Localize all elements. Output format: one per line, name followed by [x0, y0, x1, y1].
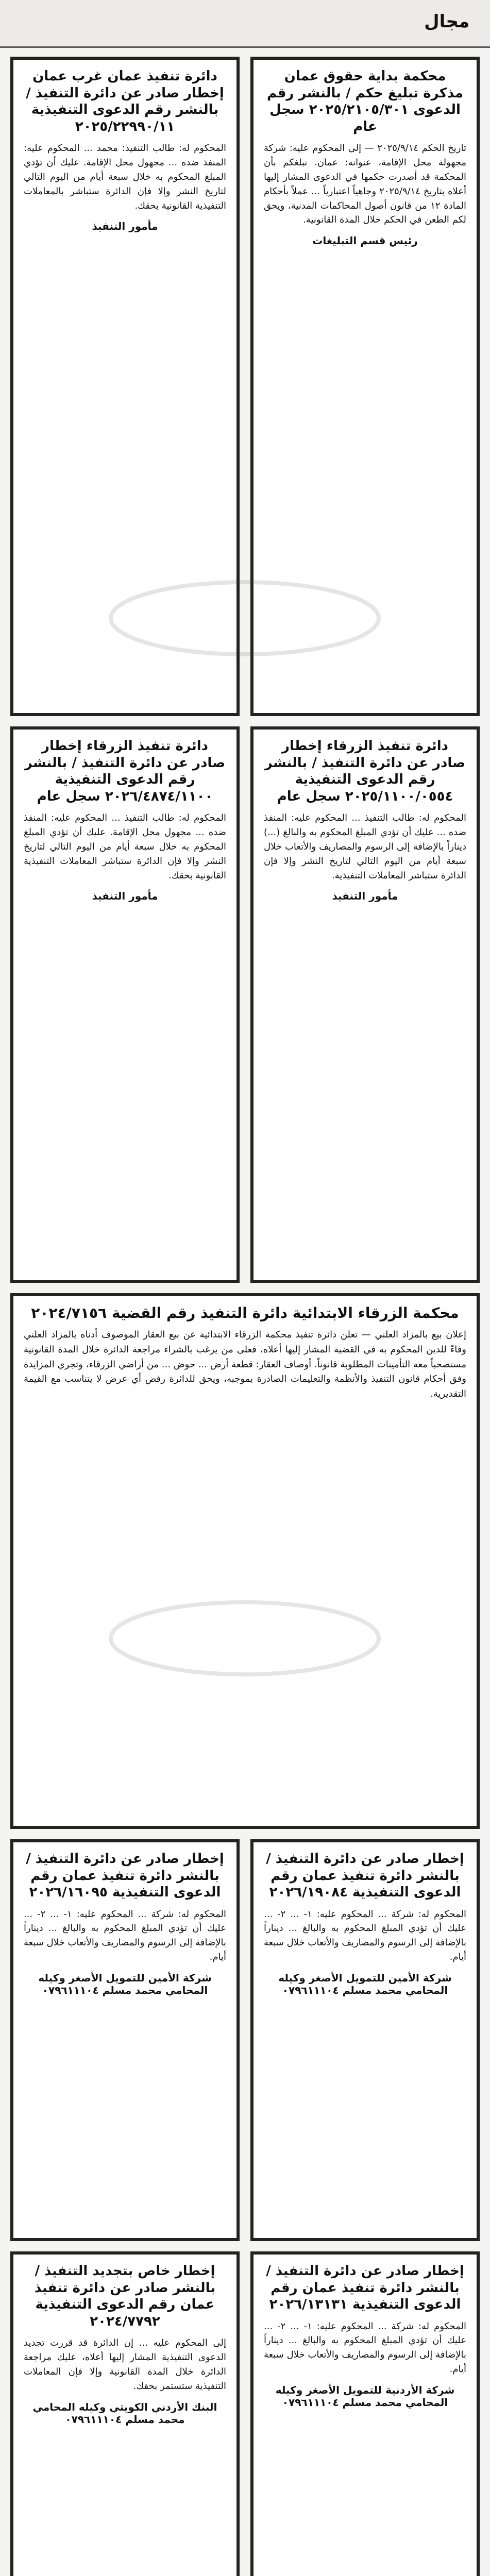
- notice-signature: شركة الأمين للتمويل الأصغر وكيله المحامي محمد مسلم ٠٧٩٦١١١٠٤: [278, 1972, 452, 1997]
- notice-renewal-execution: [10, 2251, 240, 2576]
- notice-body: المحكوم له: طالب التنفيذ ... المحكوم عليه: المنفذ ضده ... عليك أن تؤدي المبلغ المحكوم به والبالغ (...) ديناراً بالإضافة إلى الرسوم والمصاريف والأتعاب خلال سبعة أيام من اليوم التالي لتاريخ النشر وإلا فإن الدائرة ستباشر المعاملات التنفيذية.: [264, 812, 466, 881]
- notice-signature: البنك الأردني الكويتي وكيله المحامي محمد مسلم ٠٧٩٦١١١٠٤: [32, 2400, 217, 2426]
- notice-title: إخطار صادر عن دائرة التنفيذ / بالنشر دائرة تنفيذ عمان رقم الدعوى التنفيذية ٢٠٢٦/١٣١٣١: [266, 2263, 464, 2312]
- notice-signature: مأمور التنفيذ: [332, 890, 398, 903]
- notice-signature: شركة الأمين للتمويل الأصغر وكيله المحامي محمد مسلم ٠٧٩٦١١١٠٤: [38, 1972, 212, 1997]
- notice-body: المحكوم له: شركة ... المحكوم عليه: ١- ... ٢- ... عليك أن تؤدي المبلغ المحكوم به والبالغ ... ديناراً بالإضافة إلى الرسوم والمصاريف والأتعاب خلال سبعة أيام.: [264, 2320, 466, 2375]
- notice-signature: رئيس قسم التبليغات: [312, 234, 418, 247]
- notice-title: إخطار صادر عن دائرة التنفيذ / بالنشر دائرة تنفيذ عمان رقم الدعوى التنفيذية ٢٠٢٦/١٩٠٨٤: [266, 1851, 464, 1900]
- notice-body: إلى المحكوم عليه ... إن الدائرة قد قررت تجديد الدعوى التنفيذية المشار إليها أعلاه، عليك مراجعة الدائرة خلال المدة القانونية وإلا فإن المعاملات التنفيذية ستستمر بحقك.: [24, 2337, 226, 2392]
- notice-title: إخطار صادر عن دائرة التنفيذ / بالنشر دائرة تنفيذ عمان رقم الدعوى التنفيذية ٢٠٢٦/١٦٠٩٥: [26, 1851, 224, 1900]
- watermark-seal: [103, 1597, 386, 1680]
- notice-body: المحكوم له: شركة ... المحكوم عليه: ١- ... ٢- ... عليك أن تؤدي المبلغ المحكوم به والبالغ ... ديناراً بالإضافة إلى الرسوم والمصاريف والأتعاب خلال سبعة أيام.: [24, 1908, 226, 1963]
- notice-title: إخطار خاص بتجديد التنفيذ / بالنشر صادر عن دائرة تنفيذ عمان رقم الدعوى التنفيذية ٢٠٢٤/٧٧٩٢: [34, 2263, 216, 2329]
- notice-body: المحكوم له: طالب التنفيذ: محمد ... المحكوم عليه: المنفذ ضده ... مجهول محل الإقامة. عليك أن تؤدي المبلغ المحكوم به خلال سبعة أيام من اليوم التالي لتاريخ النشر وإلا فإن الدائرة ستباشر بالمعاملات التنفيذية القانونية بحقك.: [24, 143, 226, 211]
- notice-zarqa-auction: [10, 1293, 480, 1829]
- notice-title: محكمة بداية حقوق عمان مذكرة تبليغ حكم / بالنشر رقم الدعوى ٢٠٢٥/٢١٠٥/٣٠١ سجل عام: [266, 69, 464, 134]
- watermark-seal: [103, 577, 386, 659]
- notice-signature: مأمور التنفيذ: [92, 890, 158, 903]
- notice-execution-zarqa-2: [10, 726, 240, 1283]
- notice-title: دائرة تنفيذ الزرقاء إخطار صادر عن دائرة التنفيذ / بالنشر رقم الدعوى التنفيذية ٢٠٢٦/٤٨٧٤/١١٠٠ سجل عام: [24, 738, 226, 804]
- notice-body: المحكوم له: شركة ... المحكوم عليه: ١- ... ٢- ... عليك أن تؤدي المبلغ المحكوم به والبالغ ... ديناراً بالإضافة إلى الرسوم والمصاريف والأتعاب خلال سبعة أيام.: [264, 1908, 466, 1963]
- page-header: [0, 0, 490, 48]
- notice-title: دائرة تنفيذ الزرقاء إخطار صادر عن دائرة التنفيذ / بالنشر رقم الدعوى التنفيذية ٢٠٢٥/١١٠٠/٠٥٥٤ سجل عام: [264, 738, 466, 804]
- notice-signature: مأمور التنفيذ: [92, 220, 158, 233]
- notice-execution-amman-19084: [250, 1839, 480, 2241]
- notice-body: إعلان بيع بالمزاد العلني — تعلن دائرة تنفيذ محكمة الزرقاء الابتدائية عن بيع العقار الموصوف أدناه بالمزاد العلني وفاءً للدين المحكوم به في القضية المشار إليها أعلاه، فعلى من يرغب بالشراء مراجعة الدائرة خلال المدة القانونية مستصحباً معه التأمينات المطلوبة قانوناً. أوصاف العقار: قطعة أرض ... حوض ... من أراضي الزرقاء، وتجري المزايدة وفق أحكام قانون التنفيذ والأنظمة والتعليمات الصادرة بموجبه، ويحق للدائرة رفض أي عرض لا يتناسب مع القيمة التقديرية.: [24, 1329, 466, 1400]
- masthead: مجال: [424, 11, 469, 32]
- notice-signature: شركة الأردنية للتمويل الأصغر وكيله المحامي محمد مسلم ٠٧٩٦١١١٠٤: [275, 2384, 455, 2409]
- notice-title: محكمة الزرقاء الابتدائية دائرة التنفيذ رقم القضية ٢٠٢٤/٧١٥٦: [31, 1304, 459, 1321]
- notice-execution-zarqa-1: [250, 726, 480, 1283]
- notice-execution-amman-16095: [10, 1839, 240, 2241]
- notice-title: دائرة تنفيذ عمان غرب عمان إخطار صادر عن دائرة التنفيذ / بالنشر رقم الدعوى التنفيذية ٢٠٢٥/٢٢٩٩٠/١١: [26, 69, 224, 134]
- notice-body: المحكوم له: طالب التنفيذ ... المحكوم عليه: المنفذ ضده ... مجهول محل الإقامة. عليك أن تؤدي المبلغ المحكوم به خلال سبعة أيام من اليوم التالي لتاريخ النشر وإلا فإن الدائرة ستباشر المعاملات التنفيذية القانونية بحقك.: [24, 812, 226, 881]
- notice-execution-amman-13131: [250, 2251, 480, 2576]
- notice-body: تاريخ الحكم ٢٠٢٥/٩/١٤ — إلى المحكوم عليه: شركة مجهولة محل الإقامة، عنوانه: عمان. نبلغكم بأن المحكمة قد أصدرت حكمها في الدعوى المشار إليها أعلاه بتاريخ ٢٠٢٥/٩/١٤ وجاهياً اعتبارياً ... عملاً بأحكام المادة ١٢ من قانون أصول المحاكمات المدنية، ويحق لكم الطعن في الحكم خلال المدة القانونية.: [264, 143, 466, 226]
